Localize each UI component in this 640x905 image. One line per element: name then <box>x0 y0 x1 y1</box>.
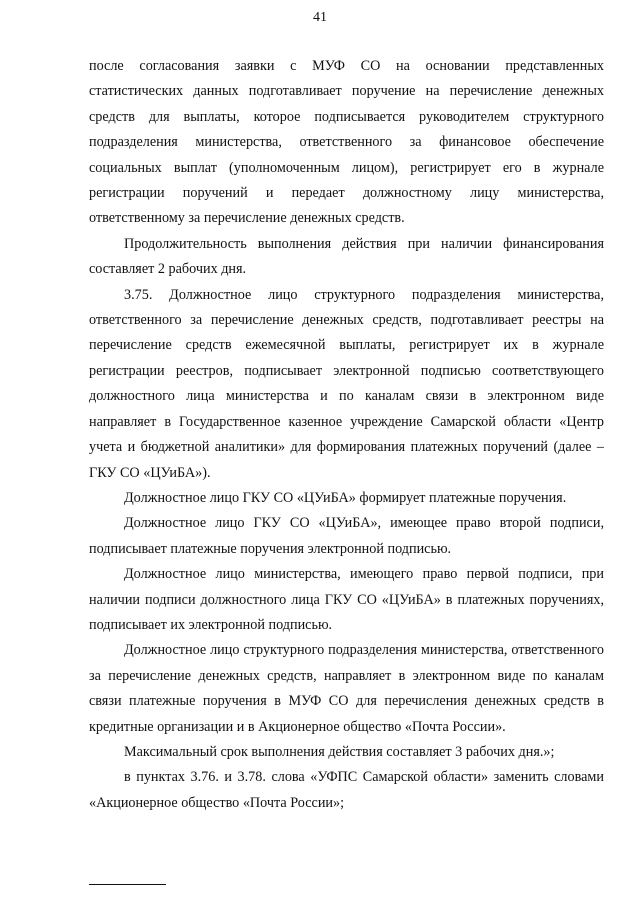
paragraph-amendment: в пунктах 3.76. и 3.78. слова «УФПС Самарской области» заменить словами «Акционерное общество «Почта России»; <box>89 769 604 811</box>
footnote-separator <box>89 884 166 885</box>
document-body <box>89 54 604 816</box>
paragraph-second-signature: Должностное лицо ГКУ СО «ЦУиБА», имеющее право второй подписи, подписывает платежные поручения электронной подписью. <box>89 515 604 557</box>
paragraph-first-signature: Должностное лицо министерства, имеющего право первой подписи, при наличии подписи должностного лица ГКУ СО «ЦУиБА» в платежных поручениях, подписывает их электронной подписью. <box>89 566 604 633</box>
paragraph-continuation: после согласования заявки с МУФ СО на основании представленных статистических данных подготавливает поручение на перечисление денежных средств для выплаты, которое подписывается руководителем структурного подразделения министерства, ответственного за финансовое обеспечение социальных выплат (уполномоченным лицом), регистрирует его в журнале регистрации поручений и передает должностному лицу министерства, ответственному за перечисление денежных средств. <box>89 58 604 227</box>
paragraph-send-orders: Должностное лицо структурного подразделения министерства, ответственного за перечисление денежных средств, направляет в электронном виде по каналам связи платежные поручения в МУФ СО для перечисления денежных средств в кредитные организации и в Акционерное общество «Почта России». <box>89 642 604 735</box>
paragraph-3-75: 3.75. Должностное лицо структурного подразделения министерства, ответственного за перечисление денежных средств, подготавливает реестры на перечисление средств ежемесячной выплаты, регистрирует их в журнале регистрации реестров, подписывает электронной подписью соответствующего должностного лица министерства и по каналам связи в электронном виде направляет в Государственное казенное учреждение Самарской области «Центр учета и бюджетной аналитики» для формирования платежных поручений (далее – ГКУ СО «ЦУиБА»). <box>89 286 604 481</box>
paragraph-payment-orders: Должностное лицо ГКУ СО «ЦУиБА» формирует платежные поручения. <box>124 489 567 506</box>
paragraph-max-duration: Максимальный срок выполнения действия составляет 3 рабочих дня.»; <box>124 743 555 760</box>
paragraph-duration: Продолжительность выполнения действия при наличии финансирования составляет 2 рабочих дня. <box>89 235 604 278</box>
page-number: 41 <box>313 10 327 25</box>
